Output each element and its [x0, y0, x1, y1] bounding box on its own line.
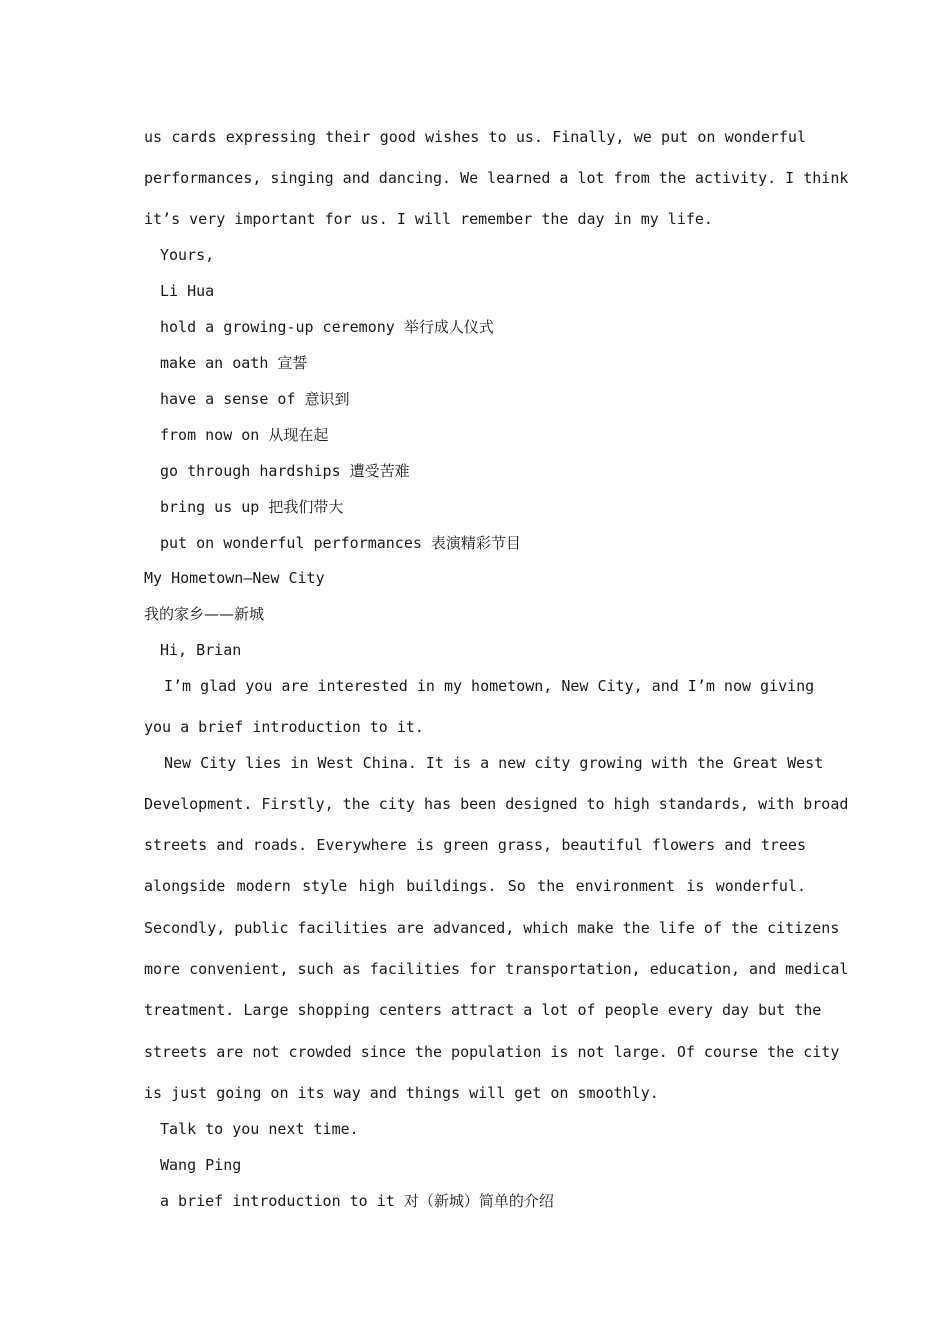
letter1-signature: Li Hua — [160, 282, 215, 300]
letter2-para2-line-3: streets and roads. Everywhere is green grass, beautiful flowers and trees — [144, 836, 806, 854]
phrase-item: a brief introduction to it 对（新城）简单的介绍 — [160, 1192, 554, 1210]
phrase-item: make an oath 宣誓 — [160, 354, 308, 372]
letter2-para2-line-1: New City lies in West China. It is a new city growing with the Great West — [164, 754, 824, 772]
letter2-para2-line-9: is just going on its way and things will get on smoothly. — [144, 1084, 659, 1102]
letter1-line-2: performances, singing and dancing. We learned a lot from the activity. I think — [144, 169, 849, 187]
phrase-item: go through hardships 遭受苦难 — [160, 462, 410, 480]
phrase-item: from now on 从现在起 — [160, 426, 329, 444]
letter2-para1-line-1: I’m glad you are interested in my hometown, New City, and I’m now giving — [164, 677, 815, 695]
letter2-signature: Wang Ping — [160, 1156, 242, 1174]
letter2-para2-line-7: treatment. Large shopping centers attract a lot of people every day but the — [144, 1001, 822, 1019]
phrase-item: bring us up 把我们带大 — [160, 498, 344, 516]
letter2-para2-line-8: streets are not crowded since the population is not large. Of course the city — [144, 1043, 840, 1061]
letter2-greeting: Hi, Brian — [160, 641, 242, 659]
phrase-item: hold a growing-up ceremony 举行成人仪式 — [160, 318, 494, 336]
letter2-para2-line-4: alongside modern style high buildings. So the environment is wonderful. — [144, 877, 806, 895]
letter2-para2-line-5: Secondly, public facilities are advanced, which make the life of the citizens — [144, 919, 840, 937]
letter2-closing: Talk to you next time. — [160, 1120, 359, 1138]
letter2-para2-line-6: more convenient, such as facilities for transportation, education, and medical — [144, 960, 849, 978]
letter1-line-3: it’s very important for us. I will remember the day in my life. — [144, 210, 713, 228]
letter2-para2-line-2: Development. Firstly, the city has been designed to high standards, with broad — [144, 795, 849, 813]
letter2-para1-line-2: you a brief introduction to it. — [144, 718, 424, 736]
phrase-item: put on wonderful performances 表演精彩节目 — [160, 534, 521, 552]
phrase-item: have a sense of 意识到 — [160, 390, 350, 408]
section-title-en: My Hometown—New City — [144, 569, 325, 587]
letter1-line-1: us cards expressing their good wishes to us. Finally, we put on wonderful — [144, 128, 806, 146]
letter1-closing: Yours, — [160, 246, 215, 264]
section-title-cn: 我的家乡——新城 — [144, 605, 265, 623]
